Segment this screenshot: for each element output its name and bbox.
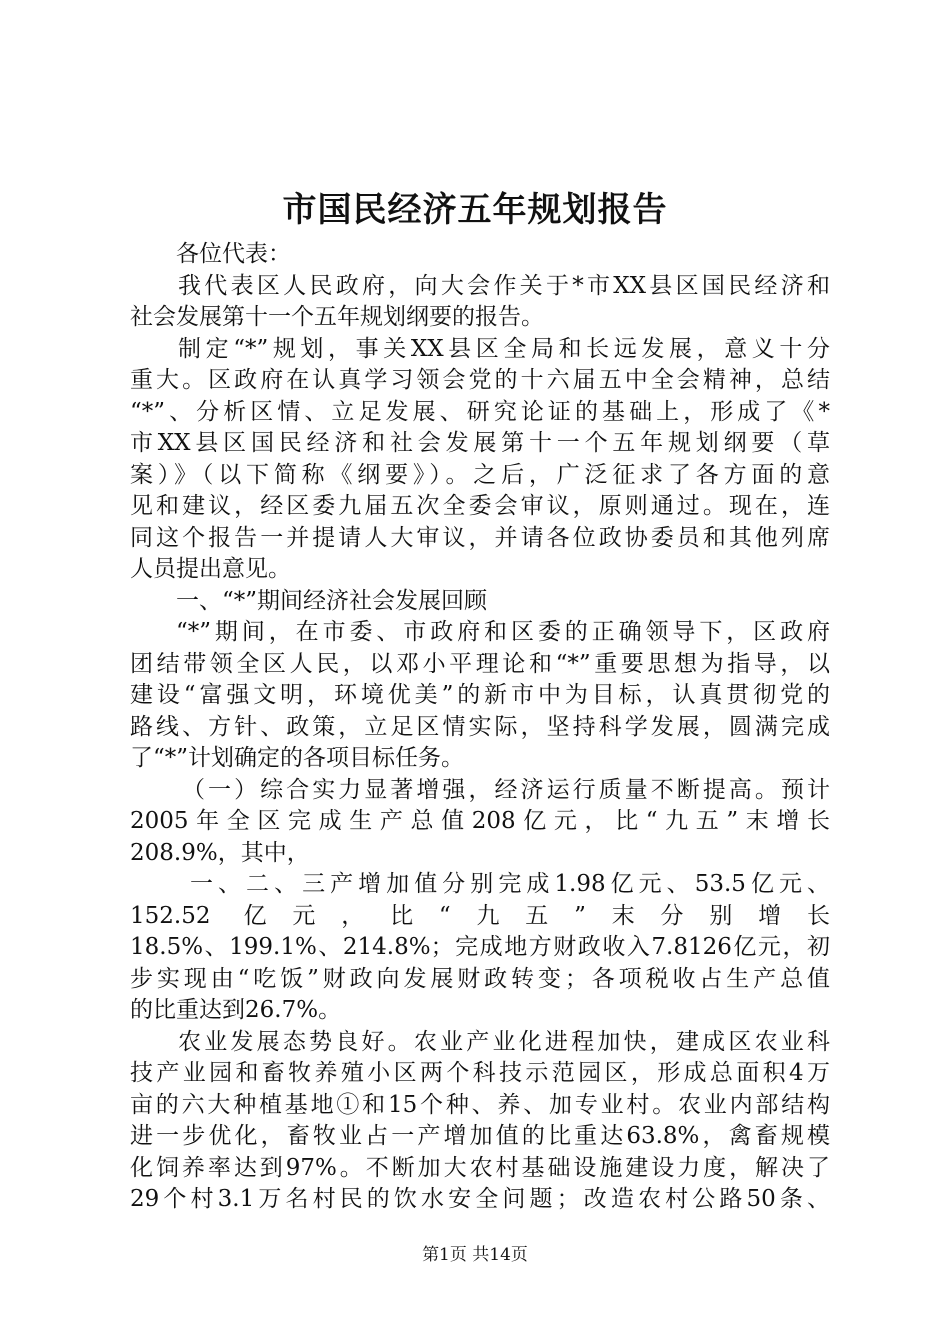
paragraph-line: 市XX县区国民经济和社会发展第十一个五年规划纲要（草 bbox=[130, 430, 830, 456]
paragraph-line: 技产业园和畜牧养殖小区两个科技示范园区，形成总面积4万 bbox=[130, 1060, 830, 1086]
paragraph-line: 152.52 亿元，比“九五”末分别增长 bbox=[130, 902, 830, 929]
paragraph-line: 进一步优化，畜牧业占一产增加值的比重达63.8%，禽畜规模 bbox=[130, 1123, 830, 1149]
paragraph-line: 一、二、三产增加值分别完成1.98亿元、53.5亿元、 bbox=[190, 871, 830, 897]
paragraph-line: 路线、方针、政策，立足区情实际，坚持科学发展，圆满完成 bbox=[130, 713, 830, 740]
paragraph-line: 重大。区政府在认真学习领会党的十六届五中全会精神，总结 bbox=[130, 367, 830, 393]
paragraph-line: 了“*”计划确定的各项目标任务。 bbox=[130, 745, 465, 771]
salutation-line: 各位代表： bbox=[176, 241, 291, 267]
document-body bbox=[130, 239, 830, 1216]
paragraph-line: 制定“*”规划，事关XX县区全局和长远发展，意义十分 bbox=[178, 335, 830, 362]
paragraph-line: 见和建议，经区委九届五次全委会审议，原则通过。现在，连 bbox=[130, 493, 830, 519]
section-heading: 一、“*”期间经济社会发展回顾 bbox=[176, 587, 488, 614]
document-title: 市国民经济五年规划报告 bbox=[282, 190, 668, 230]
paragraph-line: 化饲养率达到97%。不断加大农村基础设施建设力度，解决了 bbox=[130, 1154, 830, 1181]
paragraph-line: “*”、分析区情、立足发展、研究论证的基础上，形成了《* bbox=[130, 398, 830, 425]
paragraph-line: 团结带领全区人民，以邓小平理论和“*”重要思想为指导，以 bbox=[130, 650, 830, 677]
paragraph-line: 18.5%、199.1%、214.8%；完成地方财政收入7.8126亿元，初 bbox=[130, 934, 830, 960]
paragraph-line: 农业发展态势良好。农业产业化进程加快，建成区农业科 bbox=[178, 1028, 830, 1055]
paragraph-line: 我代表区人民政府，向大会作关于*市XX县区国民经济和 bbox=[178, 272, 830, 299]
page-number-footer: 第1页 共14页 bbox=[422, 1245, 528, 1265]
paragraph-line: 29个村3.1万名村民的饮水安全问题；改造农村公路50条、 bbox=[130, 1186, 830, 1212]
paragraph-line: 同这个报告一并提请人大审议，并请各位政协委员和其他列席 bbox=[130, 524, 830, 551]
paragraph-line: 社会发展第十一个五年规划纲要的报告。 bbox=[130, 304, 544, 330]
paragraph-line: 建设“富强文明，环境优美”的新市中为目标，认真贯彻党的 bbox=[130, 682, 830, 708]
paragraph-line: 2005年全区完成生产总值208亿元，比“九五”末增长 bbox=[130, 808, 830, 834]
paragraph-line: 步实现由“吃饭”财政向发展财政转变；各项税收占生产总值 bbox=[130, 965, 830, 992]
paragraph-line: 的比重达到26.7%。 bbox=[130, 997, 342, 1023]
paragraph-line: “*”期间，在市委、市政府和区委的正确领导下，区政府 bbox=[176, 619, 830, 645]
paragraph-line: 亩的六大种植基地①和15个种、养、加专业村。农业内部结构 bbox=[130, 1091, 830, 1118]
subsection-line: （一）综合实力显著增强，经济运行质量不断提高。预计 bbox=[182, 776, 830, 803]
paragraph-line: 人员提出意见。 bbox=[130, 556, 291, 582]
paragraph-line: 208.9%，其中， bbox=[130, 839, 310, 866]
paragraph-line: 案）》（以下简称《纲要》）。之后，广泛征求了各方面的意 bbox=[130, 461, 830, 488]
